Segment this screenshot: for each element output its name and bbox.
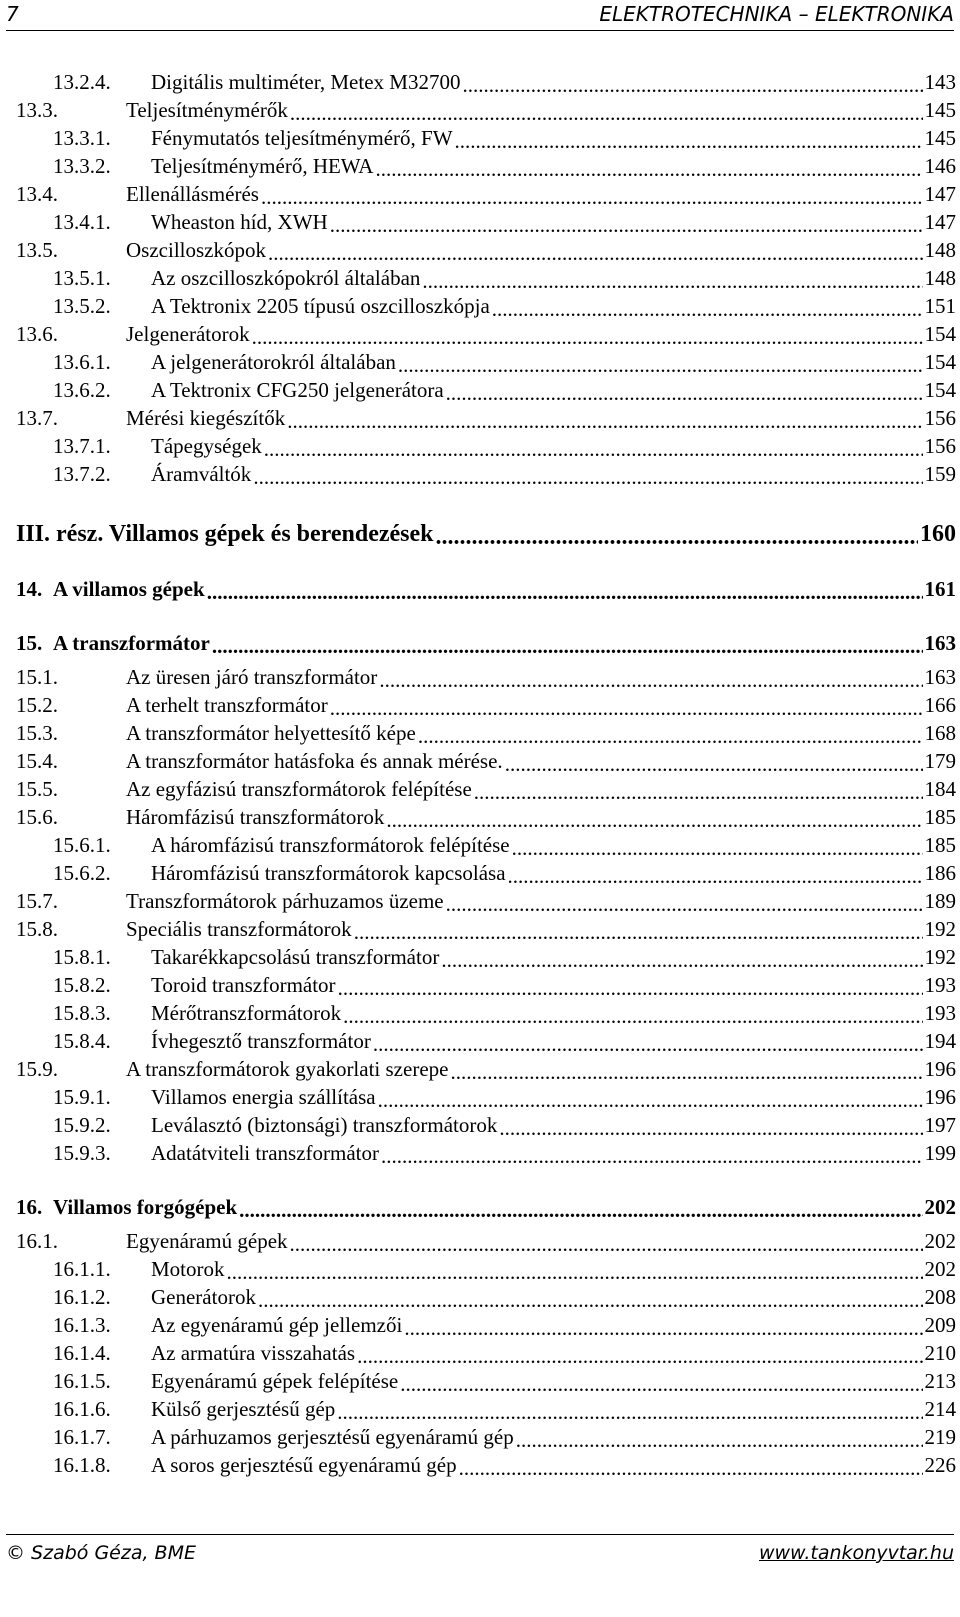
toc-entry-number: 16. <box>16 1195 43 1219</box>
toc-entry-page: 147 <box>924 210 956 234</box>
toc-entry-page: 185 <box>924 833 956 857</box>
toc-entry[interactable] <box>16 1341 956 1367</box>
toc-entry[interactable] <box>16 917 956 943</box>
dot-leader <box>492 297 923 318</box>
toc-entry-title: Adatátviteli transzformátor <box>151 1141 379 1165</box>
toc-entry[interactable] <box>16 805 956 831</box>
toc-entry-title: Ívhegesztő transzformátor <box>151 1029 371 1053</box>
toc-entry[interactable] <box>16 777 956 803</box>
toc-entry-title: Toroid transzformátor <box>151 973 336 997</box>
toc-entry-page: 145 <box>924 126 956 150</box>
toc-entry-number: 13.6. <box>16 322 58 346</box>
toc-entry-page: 194 <box>924 1029 956 1053</box>
toc-entry-page: 168 <box>924 721 956 745</box>
dot-leader <box>252 325 923 346</box>
toc-entry-number: 13.5. <box>16 238 58 262</box>
toc-entry[interactable] <box>16 406 956 432</box>
toc-entry-page: 154 <box>924 378 956 402</box>
toc-entry-page: 202 <box>924 1195 956 1219</box>
toc-entry[interactable] <box>16 1001 956 1027</box>
toc-entry-number: 13.3.2. <box>53 154 111 178</box>
toc-entry[interactable] <box>16 210 956 236</box>
dot-leader <box>386 808 922 829</box>
dot-leader <box>381 1144 923 1165</box>
toc-entry-number: 16.1. <box>16 1229 58 1253</box>
toc-entry-page: 189 <box>924 889 956 913</box>
toc-entry-number: 15.2. <box>16 693 58 717</box>
toc-entry-title: Generátorok <box>151 1285 256 1309</box>
toc-entry-page: 213 <box>924 1369 956 1393</box>
toc-entry-page: 186 <box>924 861 956 885</box>
toc-entry-title: Villamos energia szállítása <box>151 1085 376 1109</box>
toc-entry-page: 161 <box>924 577 956 601</box>
toc-entry[interactable] <box>16 973 956 999</box>
toc-entry-page: 199 <box>924 1141 956 1165</box>
toc-entry-title: Digitális multiméter, Metex M32700 <box>151 70 461 94</box>
toc-entry-page: 219 <box>924 1425 956 1449</box>
toc-entry[interactable] <box>16 1285 956 1311</box>
toc-entry-title: Motorok <box>151 1257 225 1281</box>
dot-leader <box>516 1428 923 1449</box>
dot-leader <box>227 1260 923 1281</box>
toc-entry-title: Az oszcilloszkópokról általában <box>151 266 421 290</box>
toc-entry[interactable] <box>16 322 956 348</box>
dot-leader <box>343 1004 922 1025</box>
toc-entry-title: Oszcilloszkópok <box>126 238 266 262</box>
dot-leader <box>459 1456 923 1477</box>
toc-entry-title: Villamos forgógépek <box>53 1195 238 1219</box>
toc-entry-number: 15.6. <box>16 805 58 829</box>
dot-leader <box>330 213 923 234</box>
toc-entry-title: Az armatúra visszahatás <box>151 1341 356 1365</box>
header-rule <box>6 30 954 31</box>
toc-entry-number: 15.3. <box>16 721 58 745</box>
toc-entry-number: 15.8.4. <box>53 1029 111 1053</box>
dot-leader <box>450 1060 922 1081</box>
toc-entry-number: 13.7.2. <box>53 462 111 486</box>
toc-entry-page: 193 <box>924 973 956 997</box>
toc-entry-number: 13.4.1. <box>53 210 111 234</box>
toc-entry[interactable] <box>16 294 956 320</box>
toc-entry[interactable] <box>16 1257 956 1283</box>
toc-entry-number: 16.1.7. <box>53 1425 111 1449</box>
toc-entry-page: 197 <box>924 1113 956 1137</box>
toc-entry-number: 13.7. <box>16 406 58 430</box>
toc-entry-page: 192 <box>924 945 956 969</box>
toc-entry-title: Háromfázisú transzformátorok kapcsolása <box>151 861 506 885</box>
dot-leader <box>258 1288 923 1309</box>
toc-entry-title: Mérőtranszformátorok <box>151 1001 342 1025</box>
toc-entry-page: 154 <box>924 322 956 346</box>
toc-entry-number: 15.4. <box>16 749 58 773</box>
toc-entry-number: 16.1.3. <box>53 1313 111 1337</box>
toc-entry-number: 13.4. <box>16 182 58 206</box>
toc-entry-number: 13.6.2. <box>53 378 111 402</box>
toc-entry-page: 196 <box>924 1057 956 1081</box>
toc-entry[interactable] <box>16 1425 956 1451</box>
dot-leader <box>373 1032 923 1053</box>
dot-leader <box>357 1344 922 1365</box>
toc-entry-page: 184 <box>924 777 956 801</box>
toc-entry-number: 13.3. <box>16 98 58 122</box>
toc-entry-title: Ellenállásmérés <box>126 182 259 206</box>
toc-entry[interactable] <box>16 98 956 124</box>
toc-entry-number: 16.1.4. <box>53 1341 111 1365</box>
toc-entry-number: 15.8.2. <box>53 973 111 997</box>
toc-entry-title: Tápegységek <box>151 434 262 458</box>
dot-leader <box>290 1232 923 1253</box>
toc-entry-title: A háromfázisú transzformátorok felépítése <box>151 833 510 857</box>
toc-entry[interactable] <box>16 154 956 180</box>
toc-entry-title: A Tektronix CFG250 jelgenerátora <box>151 378 444 402</box>
running-title: ELEKTROTECHNIKA – ELEKTRONIKA <box>599 2 954 26</box>
dot-leader <box>422 269 922 290</box>
dot-leader <box>474 780 923 801</box>
toc-entry-page: 148 <box>924 238 956 262</box>
toc-entry-page: 143 <box>924 70 956 94</box>
dot-leader <box>207 580 923 601</box>
toc-entry-number: 13.5.2. <box>53 294 111 318</box>
toc-entry[interactable] <box>16 1141 956 1167</box>
dot-leader <box>290 101 923 122</box>
toc-entry-title: A Tektronix 2205 típusú oszcilloszkópja <box>151 294 490 318</box>
toc-entry-number: 15.8. <box>16 917 58 941</box>
toc-entry[interactable] <box>16 126 956 152</box>
toc-entry-page: 156 <box>924 434 956 458</box>
dot-leader <box>239 1198 922 1219</box>
toc-entry-page: 192 <box>924 917 956 941</box>
dot-leader <box>455 129 923 150</box>
toc-entry-title: Az egyenáramú gép jellemzői <box>151 1313 403 1337</box>
toc-entry-number: 15.5. <box>16 777 58 801</box>
toc-entry[interactable] <box>16 350 956 376</box>
toc-entry[interactable] <box>16 665 956 691</box>
toc-entry-title: Az egyfázisú transzformátorok felépítése <box>126 777 472 801</box>
toc-entry-title: Áramváltók <box>151 462 252 486</box>
dot-leader <box>462 73 922 94</box>
toc-entry-title: Mérési kiegészítők <box>126 406 286 430</box>
toc-entry-title: Teljesítménymérők <box>126 98 288 122</box>
toc-entry-title: Transzformátorok párhuzamos üzeme <box>126 889 444 913</box>
toc-entry-title: Teljesítménymérő, HEWA <box>151 154 374 178</box>
toc-entry-number: 15.9.3. <box>53 1141 111 1165</box>
toc-entry[interactable] <box>16 1195 956 1221</box>
dot-leader <box>375 157 922 178</box>
toc-entry[interactable] <box>16 462 956 488</box>
toc-entry[interactable] <box>16 70 956 96</box>
toc-entry[interactable] <box>16 182 956 208</box>
toc-entry-title: Egyenáramú gépek <box>126 1229 288 1253</box>
toc-entry-number: 15.8.1. <box>53 945 111 969</box>
toc-entry-number: 13.6.1. <box>53 350 111 374</box>
toc-entry-page: 214 <box>924 1397 956 1421</box>
toc-entry-number: 15.9.2. <box>53 1113 111 1137</box>
dot-leader <box>512 836 923 857</box>
dot-leader <box>287 409 922 430</box>
toc-entry-page: 163 <box>924 631 956 655</box>
page-footer <box>0 1534 960 1617</box>
toc-entry-number: 16.1.2. <box>53 1285 111 1309</box>
toc-entry[interactable] <box>16 631 956 657</box>
dot-leader <box>330 696 923 717</box>
dot-leader <box>446 892 923 913</box>
toc-entry-page: 209 <box>924 1313 956 1337</box>
dot-leader <box>379 668 922 689</box>
dot-leader <box>261 185 923 206</box>
toc-entry-page: 179 <box>924 749 956 773</box>
toc-entry-title: A transzformátor helyettesítő képe <box>126 721 416 745</box>
toc-entry-title: Külső gerjesztésű gép <box>151 1397 336 1421</box>
toc-entry[interactable] <box>16 1029 956 1055</box>
toc-entry-page: 159 <box>924 462 956 486</box>
dot-leader <box>338 976 923 997</box>
toc-entry-title: Jelgenerátorok <box>126 322 250 346</box>
dot-leader <box>418 724 923 745</box>
toc-entry-number: 15.6.1. <box>53 833 111 857</box>
toc-entry[interactable] <box>16 945 956 971</box>
dot-leader <box>400 1372 922 1393</box>
toc-entry-title: A transzformátor <box>53 631 210 655</box>
toc-entry[interactable] <box>16 434 956 460</box>
dot-leader <box>212 634 923 655</box>
toc-entry[interactable] <box>16 378 956 404</box>
toc-entry-title: Fénymutatós teljesítménymérő, FW <box>151 126 453 150</box>
toc-entry[interactable] <box>16 861 956 887</box>
toc-entry-page: 151 <box>924 294 956 318</box>
dot-leader <box>253 465 922 486</box>
toc-entry-title: Wheaston híd, XWH <box>151 210 328 234</box>
toc-entry-page: 202 <box>924 1257 956 1281</box>
toc-entry-page: 210 <box>924 1341 956 1365</box>
toc-entry[interactable] <box>16 1085 956 1111</box>
toc-entry-page: 166 <box>924 693 956 717</box>
toc-entry-title: A villamos gépek <box>53 577 205 601</box>
toc-entry-title: A soros gerjesztésű egyenáramú gép <box>151 1453 457 1477</box>
toc-entry[interactable] <box>16 1313 956 1339</box>
toc-entry[interactable] <box>16 749 956 775</box>
toc-part-heading[interactable] <box>16 521 956 555</box>
toc-entry-number: 16.1.6. <box>53 1397 111 1421</box>
dot-leader <box>505 752 923 773</box>
toc-entry[interactable] <box>16 1369 956 1395</box>
toc-entry-page: 226 <box>924 1453 956 1477</box>
toc-entry[interactable] <box>16 1397 956 1423</box>
toc-entry-title: A transzformátorok gyakorlati szerepe <box>126 1057 449 1081</box>
toc-entry-page: 196 <box>924 1085 956 1109</box>
toc-entry-page: 154 <box>924 350 956 374</box>
copyright-notice: © Szabó Géza, BME <box>6 1542 196 1564</box>
toc-entry-title: A terhelt transzformátor <box>126 693 328 717</box>
toc-entry-title: Takarékkapcsolású transzformátor <box>151 945 440 969</box>
toc-entry-number: 15. <box>16 631 43 655</box>
toc-entry[interactable] <box>16 577 956 603</box>
toc-entry-title: Speciális transzformátorok <box>126 917 352 941</box>
dot-leader <box>441 948 922 969</box>
dot-leader <box>378 1088 923 1109</box>
dot-leader <box>264 437 923 458</box>
dot-leader <box>337 1400 922 1421</box>
toc-entry[interactable] <box>16 266 956 292</box>
toc-entry-page: 148 <box>924 266 956 290</box>
toc-entry-number: 13.3.1. <box>53 126 111 150</box>
toc-entry-number: 15.1. <box>16 665 58 689</box>
toc-entry-number: 15.6.2. <box>53 861 111 885</box>
page-header <box>0 0 960 34</box>
toc-entry-number: 13.5.1. <box>53 266 111 290</box>
toc-entry-page: 193 <box>924 1001 956 1025</box>
dot-leader <box>508 864 923 885</box>
dot-leader <box>404 1316 922 1337</box>
toc-entry-page: 146 <box>924 154 956 178</box>
toc-entry-number: 15.7. <box>16 889 58 913</box>
toc-entry-number: 16.1.5. <box>53 1369 111 1393</box>
dot-leader <box>268 241 923 262</box>
toc-entry[interactable] <box>16 721 956 747</box>
toc-entry-title: A jelgenerátorokról általában <box>151 350 396 374</box>
website-link[interactable]: www.tankonyvtar.hu <box>758 1542 954 1564</box>
toc-entry[interactable] <box>16 833 956 859</box>
toc-entry-page: 145 <box>924 98 956 122</box>
toc-entry-page: 185 <box>924 805 956 829</box>
toc-entry[interactable] <box>16 1057 956 1083</box>
toc-entry[interactable] <box>16 1229 956 1255</box>
toc-entry-number: 15.8.3. <box>53 1001 111 1025</box>
footer-rule <box>6 1534 954 1535</box>
toc-entry[interactable] <box>16 1453 956 1479</box>
toc-entry-page: 163 <box>924 665 956 689</box>
toc-entry-title: Az üresen járó transzformátor <box>126 665 378 689</box>
toc-entry-number: 16.1.1. <box>53 1257 111 1281</box>
toc-entry-number: 14. <box>16 577 43 601</box>
toc-entry-title: Leválasztó (biztonsági) transzformátorok <box>151 1113 498 1137</box>
toc-entry[interactable] <box>16 693 956 719</box>
dot-leader <box>354 920 923 941</box>
toc-entry-number: 15.9.1. <box>53 1085 111 1109</box>
toc-entry-number: 16.1.8. <box>53 1453 111 1477</box>
toc-entry-page: 202 <box>924 1229 956 1253</box>
toc-entry-number: 13.2.4. <box>53 70 111 94</box>
toc-entry-page: 156 <box>924 406 956 430</box>
dot-leader <box>499 1116 922 1137</box>
toc-entry-title: III. rész. Villamos gépek és berendezések <box>16 521 434 547</box>
toc-entry-number: 13.7.1. <box>53 434 111 458</box>
toc-entry[interactable] <box>16 1113 956 1139</box>
dot-leader <box>436 524 918 548</box>
dot-leader <box>398 353 923 374</box>
toc-entry-page: 160 <box>920 521 956 547</box>
toc-entry-title: A párhuzamos gerjesztésű egyenáramú gép <box>151 1425 514 1449</box>
page-number: 7 <box>6 2 19 26</box>
toc-entry-title: A transzformátor hatásfoka és annak mérése. <box>126 749 503 773</box>
toc-entry[interactable] <box>16 238 956 264</box>
toc-entry-title: Egyenáramú gépek felépítése <box>151 1369 399 1393</box>
toc-entry-title: Háromfázisú transzformátorok <box>126 805 385 829</box>
toc-entry-number: 15.9. <box>16 1057 58 1081</box>
dot-leader <box>446 381 923 402</box>
toc-entry-page: 208 <box>924 1285 956 1309</box>
toc-entry[interactable] <box>16 889 956 915</box>
toc-entry-page: 147 <box>924 182 956 206</box>
